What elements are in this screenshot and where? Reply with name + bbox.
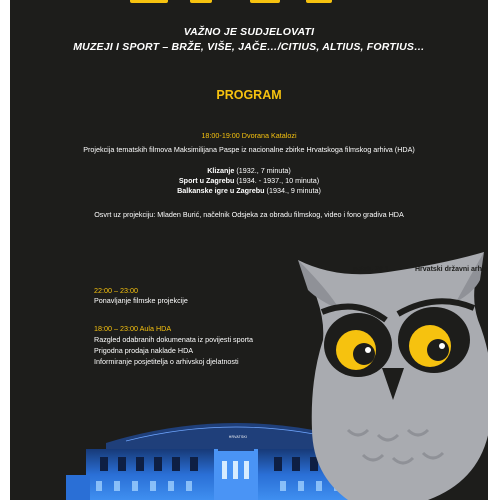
program-title: PROGRAM: [216, 88, 282, 102]
headline-line-1: VAŽNO JE SUDJELOVATI: [183, 26, 315, 38]
session3-item: Razgled odabranih dokumenata iz povijesti sporta: [94, 335, 254, 344]
owl-illustration: [278, 250, 488, 500]
session3-time-place: 18:00 – 23:00 Aula HDA: [94, 324, 172, 333]
session3-item: Prigodna prodaja naklade HDA: [94, 346, 194, 355]
film-info: (1934., 9 minuta): [264, 186, 321, 195]
session2-description: Ponavljanje filmske projekcije: [94, 296, 188, 305]
film-info: (1934. - 1937., 10 minuta): [234, 176, 320, 185]
session2-time: 22:00 – 23:00: [94, 286, 138, 295]
session1-review: Osvrt uz projekciju: Mladen Burić, načelnik Odsjeka za obradu filmskog, video i fono gradiva HDA: [94, 210, 404, 219]
headline-line-2: MUZEJI I SPORT – BRŽE, VIŠE, JAČE…/CITIUS, ALTIUS, FORTIUS…: [73, 41, 425, 53]
film-item: [10, 186, 488, 195]
top-decoration: [130, 0, 340, 4]
film-item: [10, 166, 488, 175]
film-item: [10, 176, 488, 185]
film-title: Sport u Zagrebu: [178, 176, 235, 185]
building-sign: HRVATSKI: [228, 435, 248, 439]
owl-institution: Hrvatski državni arhiv: [415, 266, 488, 273]
owl-date: petak, 26.1.: [353, 266, 391, 273]
event-poster: [10, 0, 488, 500]
session3-item: Informiranje posjetitelja o arhivskoj djelatnosti: [94, 357, 239, 366]
film-info: (1932., 7 minuta): [234, 166, 291, 175]
session1-description: Projekcija tematskih filmova Maksimilijana Paspe iz nacionalne zbirke Hrvatskoga filmskog arhiva (HDA): [83, 145, 415, 154]
film-title: Klizanje: [207, 166, 235, 175]
film-title: Balkanske igre u Zagrebu: [177, 186, 265, 195]
session1-time-place: 18:00-19:00 Dvorana Katalozi: [201, 131, 297, 140]
